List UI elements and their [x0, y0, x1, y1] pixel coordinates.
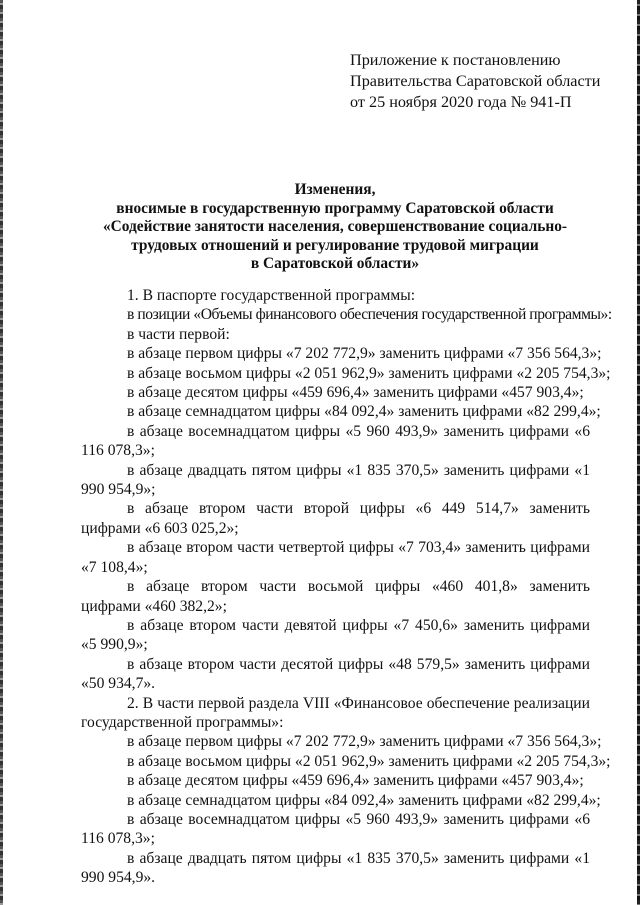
document-body — [81, 286, 612, 888]
paragraph: в абзаце втором части четвертой цифры «7 703,4» заменить цифрами «7 108,4»; — [81, 539, 590, 576]
paragraph: в абзаце втором части десятой цифры «48 579,5» заменить цифрами «50 934,7». — [81, 655, 590, 693]
section-2-heading: 2. В части первой раздела VIII «Финансовое обеспечение реализации государственной программы»: — [81, 694, 590, 731]
paragraph: в абзаце восемнадцатом цифры «5 960 493,9» заменить цифрами «6 116 078,3»; — [81, 810, 590, 848]
title-line: Изменения, — [294, 181, 376, 198]
title-line: «Содействие занятости населения, совершенствование социально- — [102, 218, 568, 236]
paragraph: в абзаце первом цифры «7 202 772,9» заменить цифрами «7 356 564,3»; — [127, 345, 602, 363]
paragraph: в абзаце двадцать пятом цифры «1 835 370,5» заменить цифрами «1 990 954,9»; — [81, 461, 590, 499]
paragraph: в абзаце втором части восьмой цифры «460 401,8» заменить цифрами «460 382,2»; — [81, 578, 590, 615]
paragraph: в абзаце десятом цифры «459 696,4» заменить цифрами «457 903,4»; — [127, 772, 584, 790]
paragraph: в абзаце семнадцатом цифры «84 092,4» заменить цифрами «82 299,4»; — [127, 403, 601, 421]
approval-line: от 25 ноября 2020 года № 941-П — [350, 93, 572, 111]
paragraph: в абзаце двадцать пятом цифры «1 835 370,5» заменить цифрами «1 990 954,9». — [81, 849, 590, 887]
approval-line: Приложение к постановлению — [350, 51, 561, 69]
paragraph: в абзаце восьмом цифры «2 051 962,9» заменить цифрами «2 205 754,3»; — [127, 752, 611, 770]
title-line: трудовых отношений и регулирование трудовой миграции — [131, 236, 539, 254]
paragraph: в абзаце восьмом цифры «2 051 962,9» заменить цифрами «2 205 754,3»; — [127, 364, 611, 382]
paragraph: в абзаце втором части девятой цифры «7 450,6» заменить цифрами «5 990,9»; — [81, 616, 590, 654]
document-title — [80, 181, 590, 274]
paragraph: в абзаце втором части второй цифры «6 449 514,7» заменить цифрами «6 603 025,2»; — [81, 500, 590, 537]
approval-line: Правительства Саратовской области — [350, 72, 601, 90]
paragraph: в абзаце семнадцатом цифры «84 092,4» заменить цифрами «82 299,4»; — [127, 791, 601, 809]
scan-edge-left — [0, 0, 3, 905]
paragraph: в абзаце десятом цифры «459 696,4» заменить цифрами «457 903,4»; — [127, 384, 584, 402]
paragraph: в абзаце первом цифры «7 202 772,9» заменить цифрами «7 356 564,3»; — [127, 733, 602, 751]
section-1-heading: 1. В паспорте государственной программы: — [127, 287, 416, 304]
paragraph: в позиции «Объемы финансового обеспечения государственной программы»: — [127, 306, 612, 324]
title-line: в Саратовской области» — [250, 255, 420, 273]
approval-header — [350, 50, 600, 113]
title-line: вносимые в государственную программу Саратовской области — [116, 199, 554, 217]
paragraph: в абзаце восемнадцатом цифры «5 960 493,9» заменить цифрами «6 116 078,3»; — [81, 422, 590, 460]
paragraph: в части первой: — [127, 325, 230, 343]
